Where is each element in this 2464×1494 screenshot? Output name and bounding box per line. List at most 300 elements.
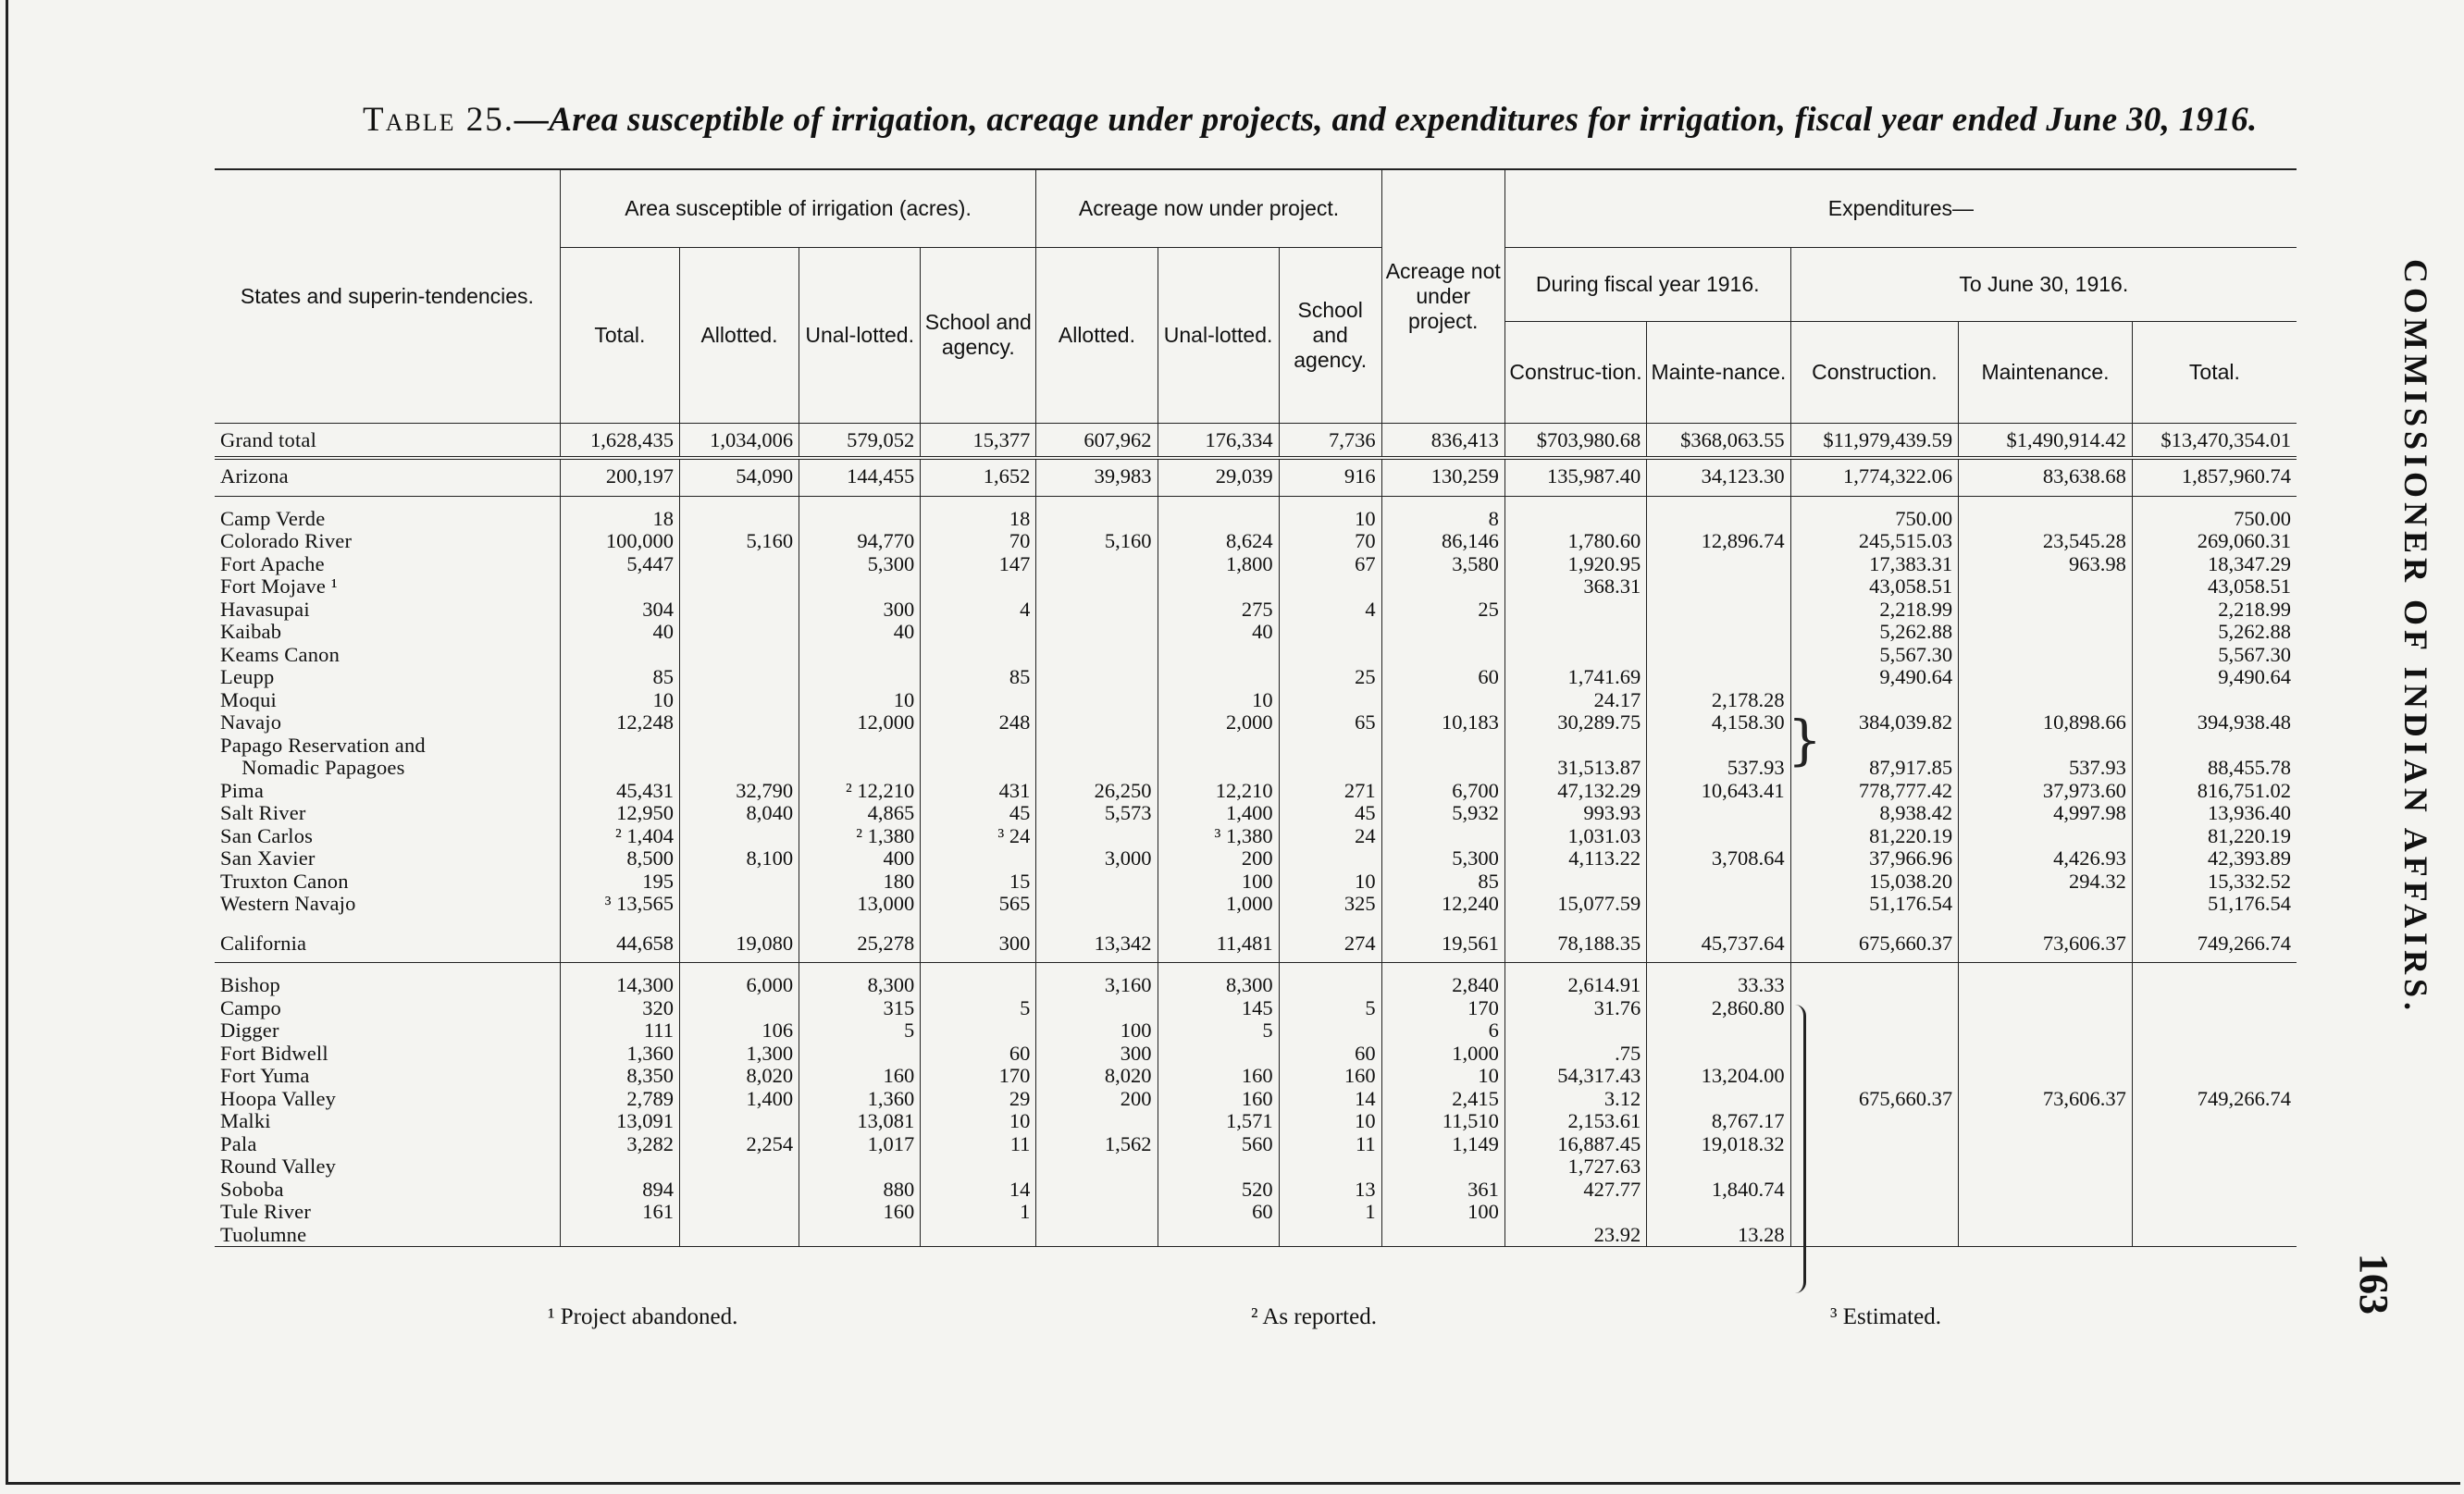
cell-value [679, 735, 799, 758]
cell-value: 32,790 [679, 780, 799, 803]
cell-empty [2132, 1043, 2297, 1066]
cell-value: 5,262.88 [2132, 621, 2297, 644]
cell-value: 6,000 [679, 974, 799, 997]
cell-value [1647, 553, 1790, 576]
table-row [215, 1088, 2297, 1111]
cell-value: 60 [1381, 666, 1504, 689]
cell-value: 19,018.32 [1647, 1133, 1790, 1156]
cell-value: 394,938.48 [2132, 711, 2297, 735]
cell-value: 100 [1381, 1201, 1504, 1224]
cell-value [921, 1224, 1036, 1247]
cell-value: 70 [921, 530, 1036, 553]
cell-value [1647, 1155, 1790, 1179]
cell-value [1036, 508, 1158, 531]
spacer-row [215, 496, 2297, 508]
cell-value: 147 [921, 553, 1036, 576]
cell-value: 10,898.66 [1959, 711, 2133, 735]
cell-value: 1,360 [560, 1043, 679, 1066]
table-row [215, 711, 2297, 735]
cell-value: 9,490.64 [2132, 666, 2297, 689]
cell-value: 4,158.30 [1647, 711, 1790, 735]
table-row [215, 1155, 2297, 1179]
cell-value: 304 [560, 599, 679, 622]
cell-value: 520 [1158, 1179, 1279, 1202]
cell-empty [2132, 997, 2297, 1020]
cell-value [799, 575, 921, 599]
cell-value [799, 1043, 921, 1066]
cell-value [679, 825, 799, 848]
cell-empty [2132, 1224, 2297, 1247]
state-row-arizona [215, 458, 2297, 496]
cell-value: ³ 24 [921, 825, 1036, 848]
cell-value [560, 1155, 679, 1179]
cell-value [1158, 757, 1279, 780]
cell-value: 537.93 [1959, 757, 2133, 780]
cell-value: 31,513.87 [1504, 757, 1646, 780]
cell-value [1279, 644, 1381, 667]
cell-value: 1,920.95 [1504, 553, 1646, 576]
cell-value [1381, 735, 1504, 758]
table-title [363, 100, 2258, 140]
cell-value [1279, 757, 1381, 780]
cell-value: 60 [1158, 1201, 1279, 1224]
cell-value: 13.28 [1647, 1224, 1790, 1247]
cell-value: 2,153.61 [1504, 1110, 1646, 1133]
cell-value: 4,113.22 [1504, 847, 1646, 870]
cell-value: 51,176.54 [2132, 893, 2297, 916]
cell-value [679, 711, 799, 735]
cell-value: 1,000 [1381, 1043, 1504, 1066]
table-row [215, 666, 2297, 689]
cell-value: 13,091 [560, 1110, 679, 1133]
cell-value: 145 [1158, 997, 1279, 1020]
cell-value: 180 [799, 870, 921, 894]
row-label: Malki [220, 1109, 271, 1132]
header-stub: States and superin-tendencies. [215, 169, 560, 423]
cell-value: 12,210 [1158, 780, 1279, 803]
cell-value: 42,393.89 [2132, 847, 2297, 870]
cell-value [1036, 735, 1158, 758]
cell-value: 894 [560, 1179, 679, 1202]
cell-value: 73,606.37 [1959, 1088, 2133, 1111]
cell-value [921, 621, 1036, 644]
cell-value [560, 644, 679, 667]
cell-value: 160 [1279, 1065, 1381, 1088]
cell-value: 3,000 [1036, 847, 1158, 870]
cell-value: 30,289.75 [1504, 711, 1646, 735]
cell-value: 44,658 [560, 927, 679, 963]
cell-value: 26,250 [1036, 780, 1158, 803]
cell-value: 60 [921, 1043, 1036, 1066]
cell-value [1647, 599, 1790, 622]
cell-value: 5 [799, 1019, 921, 1043]
cell-value [679, 757, 799, 780]
cell-value [921, 735, 1036, 758]
cell-value: 43,058.51 [1790, 575, 1959, 599]
cell-value: 245,515.03 [1790, 530, 1959, 553]
cell-value: 10 [1279, 1110, 1381, 1133]
cell-value: 12,000 [799, 711, 921, 735]
cell-value [1036, 893, 1158, 916]
cell-value: 200,197 [560, 458, 679, 496]
cell-value [799, 644, 921, 667]
cell-value: 81,220.19 [1790, 825, 1959, 848]
cell-value [921, 644, 1036, 667]
cell-value: 33.33 [1647, 974, 1790, 997]
header-unallotted: Unal-lotted. [799, 247, 921, 423]
cell-value: 54,090 [679, 458, 799, 496]
cell-value: .75 [1504, 1043, 1646, 1066]
cell-empty [1790, 1179, 1959, 1202]
cell-value [1036, 1179, 1158, 1202]
header-school-agency: School and agency. [921, 247, 1036, 423]
cell-value [1158, 1155, 1279, 1179]
cell-value [1381, 621, 1504, 644]
cell-value: 19,561 [1381, 927, 1504, 963]
cell-value: ² 12,210 [799, 780, 921, 803]
cell-value: 54,317.43 [1504, 1065, 1646, 1088]
cell-value: 274 [1279, 927, 1381, 963]
row-label: Pima [220, 778, 265, 802]
cell-value: 675,660.37 [1790, 1088, 1959, 1111]
table-row [215, 802, 2297, 825]
cell-value: 87,917.85 [1790, 757, 1959, 780]
cell-value: 135,987.40 [1504, 458, 1646, 496]
cell-value: 963.98 [1959, 553, 2133, 576]
cell-value: 12,950 [560, 802, 679, 825]
cell-value [1959, 508, 2133, 531]
footnote-estimated: ³ Estimated. [1830, 1304, 1941, 1329]
cell-value: 73,606.37 [1959, 927, 2133, 963]
cell-value [1381, 575, 1504, 599]
cell-value: 8,040 [679, 802, 799, 825]
cell-empty [2132, 1155, 2297, 1179]
cell-value: 1,857,960.74 [2132, 458, 2297, 496]
cell-value [1036, 666, 1158, 689]
header-total: Total. [560, 247, 679, 423]
table-row [215, 644, 2297, 667]
cell-value [1959, 644, 2133, 667]
cell-value [921, 757, 1036, 780]
cell-value: 34,123.30 [1647, 458, 1790, 496]
cell-empty [1790, 1019, 1959, 1043]
cell-empty [1790, 1110, 1959, 1133]
spacer-row [215, 916, 2297, 927]
row-label: Moqui [220, 687, 278, 711]
cell-empty [2132, 1065, 2297, 1088]
cell-value [1647, 621, 1790, 644]
cell-value: 2,614.91 [1504, 974, 1646, 997]
cell-value: 176,334 [1158, 423, 1279, 458]
cell-value: 1 [1279, 1201, 1381, 1224]
cell-value: 11,481 [1158, 927, 1279, 963]
cell-value: 1,800 [1158, 553, 1279, 576]
cell-value [799, 757, 921, 780]
cell-value [1647, 735, 1790, 758]
cell-value: 45,737.64 [1647, 927, 1790, 963]
cell-value: 5,447 [560, 553, 679, 576]
cell-value: 200 [1158, 847, 1279, 870]
cell-value: 200 [1036, 1088, 1158, 1111]
cell-value: 94,770 [799, 530, 921, 553]
running-head: COMMISSIONER OF INDIAN AFFAIRS. [2397, 259, 2434, 1016]
cell-value [921, 1155, 1036, 1179]
cell-value: 9,490.64 [1790, 666, 1959, 689]
row-label: Fort Mojave ¹ [220, 574, 338, 598]
row-label: Round Valley [220, 1154, 337, 1178]
cell-value: 5,160 [1036, 530, 1158, 553]
cell-empty [1959, 1019, 2133, 1043]
cell-value: 3,580 [1381, 553, 1504, 576]
cell-empty [1790, 1224, 1959, 1247]
cell-value: 85 [560, 666, 679, 689]
cell-value [1036, 825, 1158, 848]
cell-value: $703,980.68 [1504, 423, 1646, 458]
cell-value: 4,997.98 [1959, 802, 2133, 825]
cell-value [1036, 870, 1158, 894]
cell-value: 45 [921, 802, 1036, 825]
cell-value: 111 [560, 1019, 679, 1043]
cell-value: 916 [1279, 458, 1381, 496]
table-row [215, 757, 2297, 780]
cell-value [1504, 1201, 1646, 1224]
cell-value [1647, 1019, 1790, 1043]
header-project-allotted: Allotted. [1036, 247, 1158, 423]
header-td-construction: Construction. [1790, 321, 1959, 423]
cell-value: 14,300 [560, 974, 679, 997]
cell-value: 2,789 [560, 1088, 679, 1111]
cell-value: 160 [799, 1065, 921, 1088]
row-label: Fort Yuma [220, 1064, 310, 1087]
row-label: Camp Verde [220, 506, 326, 530]
cell-value [2132, 689, 2297, 712]
cell-value: 269,060.31 [2132, 530, 2297, 553]
header-expenditures-group: Expenditures— [1504, 169, 2297, 247]
cell-value [1381, 1155, 1504, 1179]
cell-empty [1959, 1065, 2133, 1088]
cell-value: ³ 1,380 [1158, 825, 1279, 848]
cell-value: 5 [1279, 997, 1381, 1020]
cell-empty [2132, 1133, 2297, 1156]
cell-value: 67 [1279, 553, 1381, 576]
cell-value: 8,767.17 [1647, 1110, 1790, 1133]
cell-value: 100,000 [560, 530, 679, 553]
cell-value [799, 735, 921, 758]
cell-value: 11,510 [1381, 1110, 1504, 1133]
cell-value [679, 599, 799, 622]
cell-value [921, 689, 1036, 712]
cell-value [799, 508, 921, 531]
row-label: California [215, 927, 560, 963]
cell-empty [1790, 997, 1959, 1020]
cell-value: 37,966.96 [1790, 847, 1959, 870]
cell-value: 1,780.60 [1504, 530, 1646, 553]
navajo-brace: } [1788, 709, 1822, 772]
cell-value: 2,254 [679, 1133, 799, 1156]
cell-value: 880 [799, 1179, 921, 1202]
cell-value [1959, 825, 2133, 848]
cell-empty [2132, 1019, 2297, 1043]
cell-value [1647, 666, 1790, 689]
cell-value: 560 [1158, 1133, 1279, 1156]
cell-value: 195 [560, 870, 679, 894]
cell-value: 4 [1279, 599, 1381, 622]
cell-value [1647, 870, 1790, 894]
cell-value [1959, 621, 2133, 644]
table-row [215, 1224, 2297, 1247]
cell-value: 1,774,322.06 [1790, 458, 1959, 496]
cell-value: 29,039 [1158, 458, 1279, 496]
cell-value: 6 [1381, 1019, 1504, 1043]
cell-value: 5 [921, 997, 1036, 1020]
irrigation-table [215, 168, 2297, 1247]
cell-value [1036, 575, 1158, 599]
cell-value: 160 [799, 1201, 921, 1224]
header-project-unallotted: Unal-lotted. [1158, 247, 1279, 423]
cell-value: 10,183 [1381, 711, 1504, 735]
row-label: Havasupai [220, 597, 310, 621]
cell-value: 11 [1279, 1133, 1381, 1156]
table-row [215, 974, 2297, 997]
cell-empty [1959, 1179, 2133, 1202]
cell-value [1959, 893, 2133, 916]
cell-value: 431 [921, 780, 1036, 803]
cell-value [1279, 1155, 1381, 1179]
cell-value: 15,377 [921, 423, 1036, 458]
cell-value: 100 [1158, 870, 1279, 894]
cell-value [679, 870, 799, 894]
cell-value: 4,426.93 [1959, 847, 2133, 870]
header-td-total: Total. [2132, 321, 2297, 423]
cell-value: 1,400 [679, 1088, 799, 1111]
cell-value [1504, 644, 1646, 667]
cell-value [921, 1019, 1036, 1043]
table-row [215, 870, 2297, 894]
cell-value: 18 [560, 508, 679, 531]
cell-value: 19,080 [679, 927, 799, 963]
cell-value [1959, 689, 2133, 712]
cell-value: 2,218.99 [1790, 599, 1959, 622]
cell-value: 275 [1158, 599, 1279, 622]
cell-value: 1,034,006 [679, 423, 799, 458]
cell-value [679, 621, 799, 644]
cell-value: 3,160 [1036, 974, 1158, 997]
table-row [215, 1110, 2297, 1133]
cell-value [679, 575, 799, 599]
header-fy-construction: Construc-tion. [1504, 321, 1646, 423]
cell-value: 271 [1279, 780, 1381, 803]
header-project-school: School and agency. [1279, 247, 1381, 423]
cell-value: 1,628,435 [560, 423, 679, 458]
cell-value: ³ 13,565 [560, 893, 679, 916]
cell-empty [1959, 974, 2133, 997]
cell-value: 170 [1381, 997, 1504, 1020]
cell-value: ² 1,380 [799, 825, 921, 848]
cell-value [1279, 974, 1381, 997]
cell-value: 8,624 [1158, 530, 1279, 553]
cell-value: 10 [1279, 508, 1381, 531]
cell-value: 100 [1036, 1019, 1158, 1043]
cell-empty [1790, 1043, 1959, 1066]
cell-value: 10 [1279, 870, 1381, 894]
header-area-group: Area susceptible of irrigation (acres). [560, 169, 1036, 247]
cell-value: 8,350 [560, 1065, 679, 1088]
row-label: Digger [220, 1019, 279, 1042]
cell-value [1959, 575, 2133, 599]
cell-empty [1790, 1201, 1959, 1224]
table-row [215, 1133, 2297, 1156]
cell-value: 1,360 [799, 1088, 921, 1111]
cell-value: 5,567.30 [2132, 644, 2297, 667]
cell-value [1036, 1155, 1158, 1179]
cell-value: 836,413 [1381, 423, 1504, 458]
cell-value: 83,638.68 [1959, 458, 2133, 496]
cell-value [1036, 553, 1158, 576]
cell-value: 15,077.59 [1504, 893, 1646, 916]
cell-value: 15 [921, 870, 1036, 894]
table-row [215, 780, 2297, 803]
cell-value: 8,020 [1036, 1065, 1158, 1088]
cell-value: 1 [921, 1201, 1036, 1224]
row-label: Tuolumne [215, 1224, 560, 1247]
cell-value: 8,500 [560, 847, 679, 870]
cell-value [679, 1155, 799, 1179]
table-row [215, 1019, 2297, 1043]
cell-value: 40 [560, 621, 679, 644]
cell-value: 8,300 [1158, 974, 1279, 997]
row-label: Salt River [220, 801, 306, 824]
row-label: Pala [220, 1131, 257, 1155]
header-fiscal-group: During fiscal year 1916. [1504, 247, 1790, 321]
cell-value [799, 666, 921, 689]
cell-value [1158, 644, 1279, 667]
cell-value: 23.92 [1504, 1224, 1646, 1247]
cell-value: 81,220.19 [2132, 825, 2297, 848]
cell-value [1647, 802, 1790, 825]
cell-value: 2,178.28 [1647, 689, 1790, 712]
cell-value: 17,383.31 [1790, 553, 1959, 576]
cell-value: 7,736 [1279, 423, 1381, 458]
cell-value [1036, 689, 1158, 712]
cell-value: 12,248 [560, 711, 679, 735]
cell-value [1381, 757, 1504, 780]
row-label: Navajo [220, 710, 282, 734]
cell-value: 750.00 [1790, 508, 1959, 531]
cell-value: 1,300 [679, 1043, 799, 1066]
cell-value [1647, 508, 1790, 531]
table-row [215, 575, 2297, 599]
cell-value [1036, 1224, 1158, 1247]
cell-value: 160 [1158, 1088, 1279, 1111]
cell-value [1279, 689, 1381, 712]
table-title-caption: —Area susceptible of irrigation, acreage under projects, and expenditures for irrigation, fiscal year ended June 30, 1916. [514, 101, 2258, 139]
row-label: Leupp [220, 665, 275, 688]
cell-value [1036, 711, 1158, 735]
cell-value: 10 [921, 1110, 1036, 1133]
header-fy-maintenance: Mainte-nance. [1647, 321, 1790, 423]
table-row [215, 553, 2297, 576]
cell-value [560, 735, 679, 758]
cell-empty [1959, 1224, 2133, 1247]
cell-value: 6,700 [1381, 780, 1504, 803]
row-label: Grand total [215, 423, 560, 458]
cell-value: 1,652 [921, 458, 1036, 496]
cell-value [1036, 599, 1158, 622]
row-label: Western Navajo [220, 892, 356, 915]
cell-value: 1,571 [1158, 1110, 1279, 1133]
row-label: Tule River [220, 1200, 312, 1223]
cell-value: 160 [1158, 1065, 1279, 1088]
